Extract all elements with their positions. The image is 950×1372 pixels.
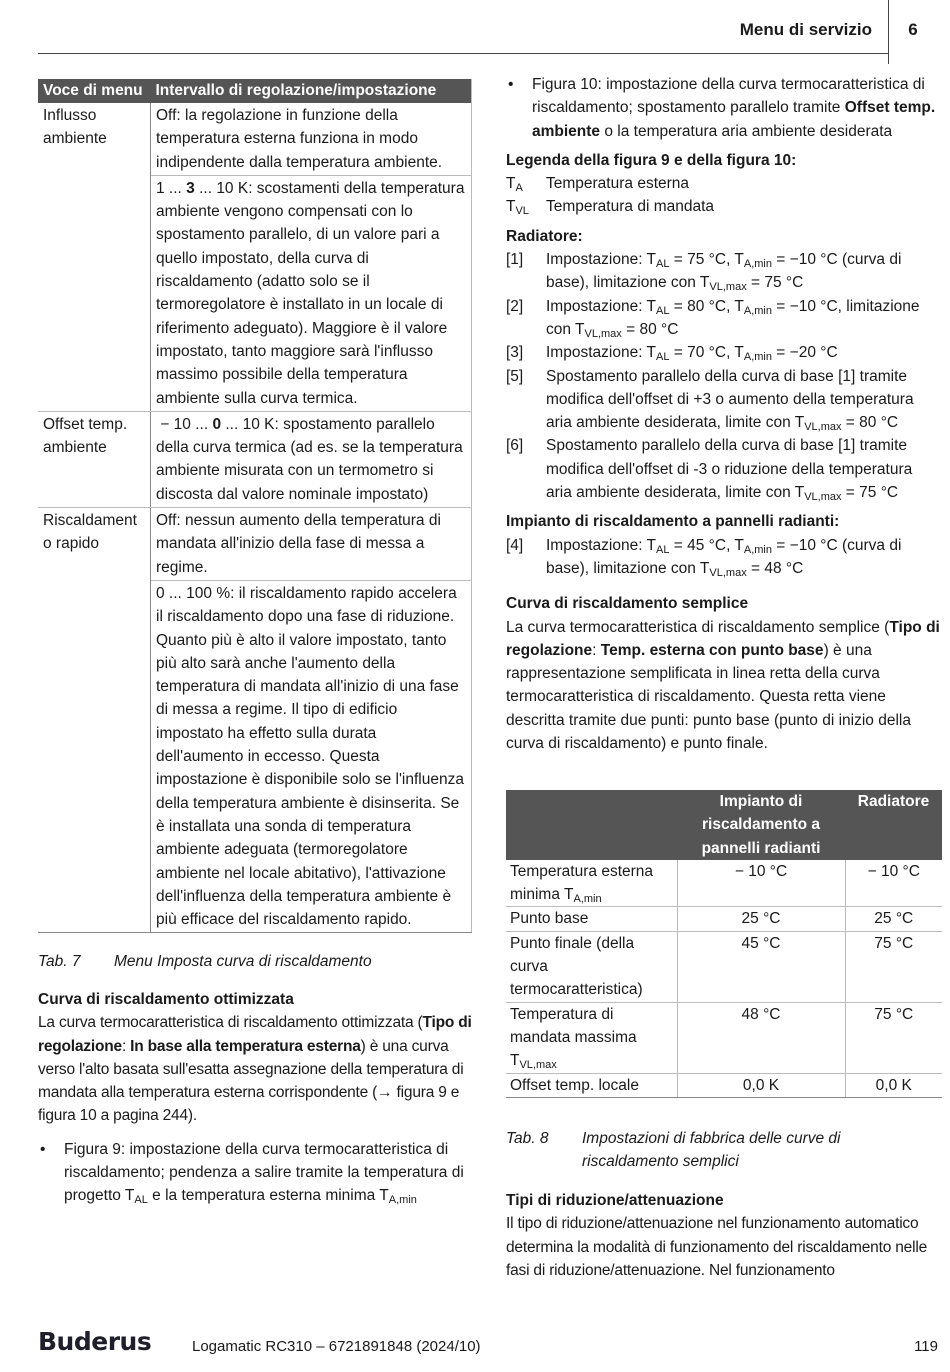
legend-item: [4] Impostazione: $T_{AL} = 45$ °C, $T_{A,min} = -10$ °C (curva di base), limitazione con $T_{VL,max} = 48$ °C bbox=[506, 536, 902, 579]
table-header-range: Intervallo di regolazione/impostazione bbox=[151, 79, 472, 103]
legend-item: $T_{VL}$ Temperatura di mandata bbox=[506, 198, 715, 218]
row-label: Offset temp. locale bbox=[506, 1073, 677, 1097]
reduction-block bbox=[506, 1189, 942, 1282]
table-7-caption: Tab. 7 Menu Imposta curva di riscaldamento bbox=[38, 953, 372, 970]
table-row bbox=[38, 411, 472, 507]
menu-settings-table bbox=[38, 79, 472, 933]
table-header-radiator: Radiatore bbox=[845, 790, 942, 860]
document-reference: Logamatic RC310 – 6721891848 (2024/10) bbox=[192, 1338, 481, 1355]
row-label: Temperatura esterna minima $T_{A,min}$ bbox=[506, 860, 677, 907]
table-row bbox=[38, 103, 472, 175]
table-row bbox=[506, 907, 942, 931]
radiator-value: 75 °C bbox=[845, 1002, 942, 1073]
row-label: Punto finale (della curva termocaratteristica) bbox=[506, 931, 677, 1002]
setting-description: 0 ... 100 %: il riscaldamento rapido accelera il riscaldamento dopo una fase di riduzione. Quanto più è alto il valore impostato, tanto più alto sarà anche l'aumento della temperatura di mandata all'inizio di una fase di messa a regime. Il tipo di edificio impostato ha effetto sulla durata dell'aumento in eccesso. Questa impostazione è disponibile solo se l'influenza della temperatura ambiente è disinserita. Se è installata una sonda di temperatura ambiente adeguata (termoregolatore ambiente nel locale abitativo), l'attivazione dell'influenza della temperatura ambiente è più efficace del riscaldamento rapido. bbox=[151, 580, 472, 932]
paragraph: Il tipo di riduzione/attenuazione nel funzionamento automatico determina la modalità di funzionamento del riscaldamento nelle fasi di riduzione/attenuazione. Nel funzionamento bbox=[506, 1215, 927, 1279]
row-label: Punto base bbox=[506, 907, 677, 931]
buderus-logo: Buderus bbox=[38, 1327, 152, 1356]
header-rule bbox=[38, 53, 888, 54]
setting-description: Off: la regolazione in funzione della temperatura esterna funziona in modo indipendente dalla temperatura ambiente. bbox=[151, 103, 472, 175]
menu-item-name: Riscaldament o rapido bbox=[38, 508, 151, 581]
floor-value: 25 °C bbox=[677, 907, 845, 931]
paragraph: La curva termocaratteristica di riscaldamento semplice (Tipo di regolazione: Temp. esterna con punto base) è una rappresentazione semplificata in linea retta della curva termocaratteristica di riscaldamento. Questa retta viene descritta tramite due punti: punto base (punto di inizio della curva di riscaldamento) e punto finale. bbox=[506, 618, 940, 753]
legend-item: [1] Impostazione: $T_{AL} = 75$ °C, $T_{A,min} = -10$ °C (curva di base), limitazione con $T_{VL,max} = 75$ °C bbox=[506, 251, 902, 294]
row-label: Temperatura di mandata massima $T_{VL,max}$ bbox=[506, 1002, 677, 1073]
floor-value: 0,0 K bbox=[677, 1073, 845, 1097]
section-heading: Curva di riscaldamento semplice bbox=[506, 595, 749, 613]
radiator-value: − 10 °C bbox=[845, 860, 942, 907]
paragraph: La curva termocaratteristica di riscaldamento ottimizzata (Tipo di regolazione: In base alla temperatura esterna) è una curva verso l'alto basata sull'esatta assegnazione della temperatura di mandata alla temperatura esterna corrispondente (→ figura 9 e figura 10 a pagina 244). bbox=[38, 1014, 472, 1125]
radiator-value: 25 °C bbox=[845, 907, 942, 931]
list-item: • Figura 9: impostazione della curva termocaratteristica di riscaldamento; pendenza a salire tramite la temperatura di progetto $T_{AL}$ e la temperatura esterna minima $T_{A,min}$ bbox=[38, 1138, 472, 1208]
legend-heading: Legenda della figura 9 e della figura 10: bbox=[506, 151, 797, 169]
left-text-block bbox=[38, 988, 472, 1208]
legend-item: [2] Impostazione: $T_{AL} = 80$ °C, $T_{A,min} = -10$ °C, limitazione con $T_{VL,max} = 80$ °C bbox=[506, 297, 920, 340]
setting-description: − 10 ... 0 ... 10 K: spostamento parallelo della curva termica (ad es. se la temperatura ambiente misurata con un termometro si discosta dal valore nominale impostato) bbox=[151, 411, 472, 507]
table-row bbox=[506, 860, 942, 907]
table-header-menu-item: Voce di menu bbox=[38, 79, 151, 103]
floor-value: − 10 °C bbox=[677, 860, 845, 907]
legend-item: [6] Spostamento parallelo della curva di base [1] tramite modifica dell'offset di -3 o riduzione della temperatura aria ambiente desiderata, limite con $T_{VL,max} = 75$ °C bbox=[506, 437, 913, 504]
radiator-heading: Radiatore: bbox=[506, 227, 583, 245]
menu-item-name: Offset temp. ambiente bbox=[38, 411, 151, 507]
menu-item-name: Influsso ambiente bbox=[38, 103, 151, 175]
section-heading: Curva di riscaldamento ottimizzata bbox=[38, 991, 294, 1008]
section-heading: Tipi di riduzione/attenuazione bbox=[506, 1192, 724, 1209]
floor-heating-heading: Impianto di riscaldamento a pannelli radianti: bbox=[506, 513, 840, 531]
floor-value: 48 °C bbox=[677, 1002, 845, 1073]
legend-item: [3] Impostazione: $T_{AL} = 70$ °C, $T_{A,min} = -20$ °C bbox=[506, 344, 838, 364]
table-row bbox=[506, 931, 942, 1002]
running-header-title: Menu di servizio bbox=[739, 20, 872, 39]
page-number: 119 bbox=[914, 1338, 938, 1355]
legend-item: $T_A$ Temperatura esterna bbox=[506, 175, 690, 195]
setting-description: Off: nessun aumento della temperatura di mandata all'inizio della fase di messa a regime. bbox=[151, 508, 472, 581]
factory-settings-table bbox=[506, 790, 942, 1098]
right-text-block bbox=[506, 73, 942, 755]
table-8-caption: Tab. 8 Impostazioni di fabbrica delle curve di riscaldamento semplici bbox=[506, 1130, 841, 1171]
legend-item: [5] Spostamento parallelo della curva di base [1] tramite modifica dell'offset di +3 o aumento della temperatura aria ambiente desiderata, limite con $T_{VL,max} = 80$ °C bbox=[506, 367, 914, 434]
list-item: • Figura 10: impostazione della curva termocaratteristica di riscaldamento; spostamento parallelo tramite Offset temp. ambiente o la temperatura aria ambiente desiderata bbox=[506, 73, 942, 143]
chapter-number: 6 bbox=[908, 20, 918, 39]
floor-value: 45 °C bbox=[677, 931, 845, 1002]
table-row bbox=[38, 175, 472, 411]
table-row bbox=[38, 508, 472, 581]
radiator-value: 0,0 K bbox=[845, 1073, 942, 1097]
setting-description: 1 ... 3 ... 10 K: scostamenti della temperatura ambiente vengono compensati con lo spostamento parallelo, di un valore pari a quello impostato, della curva di riscaldamento (adatto solo se il termoregolatore è installato in un locale di riferimento adeguato). Maggiore è il valore impostato, tanto maggiore sarà l'influsso massimo possibile della temperatura ambiente sulla curva termica. bbox=[151, 175, 472, 411]
table-header-floor-heating: Impianto di riscaldamento a pannelli radianti bbox=[677, 790, 845, 860]
table-row bbox=[506, 1073, 942, 1097]
table-row bbox=[506, 1002, 942, 1073]
table-row bbox=[38, 580, 472, 932]
radiator-value: 75 °C bbox=[845, 931, 942, 1002]
